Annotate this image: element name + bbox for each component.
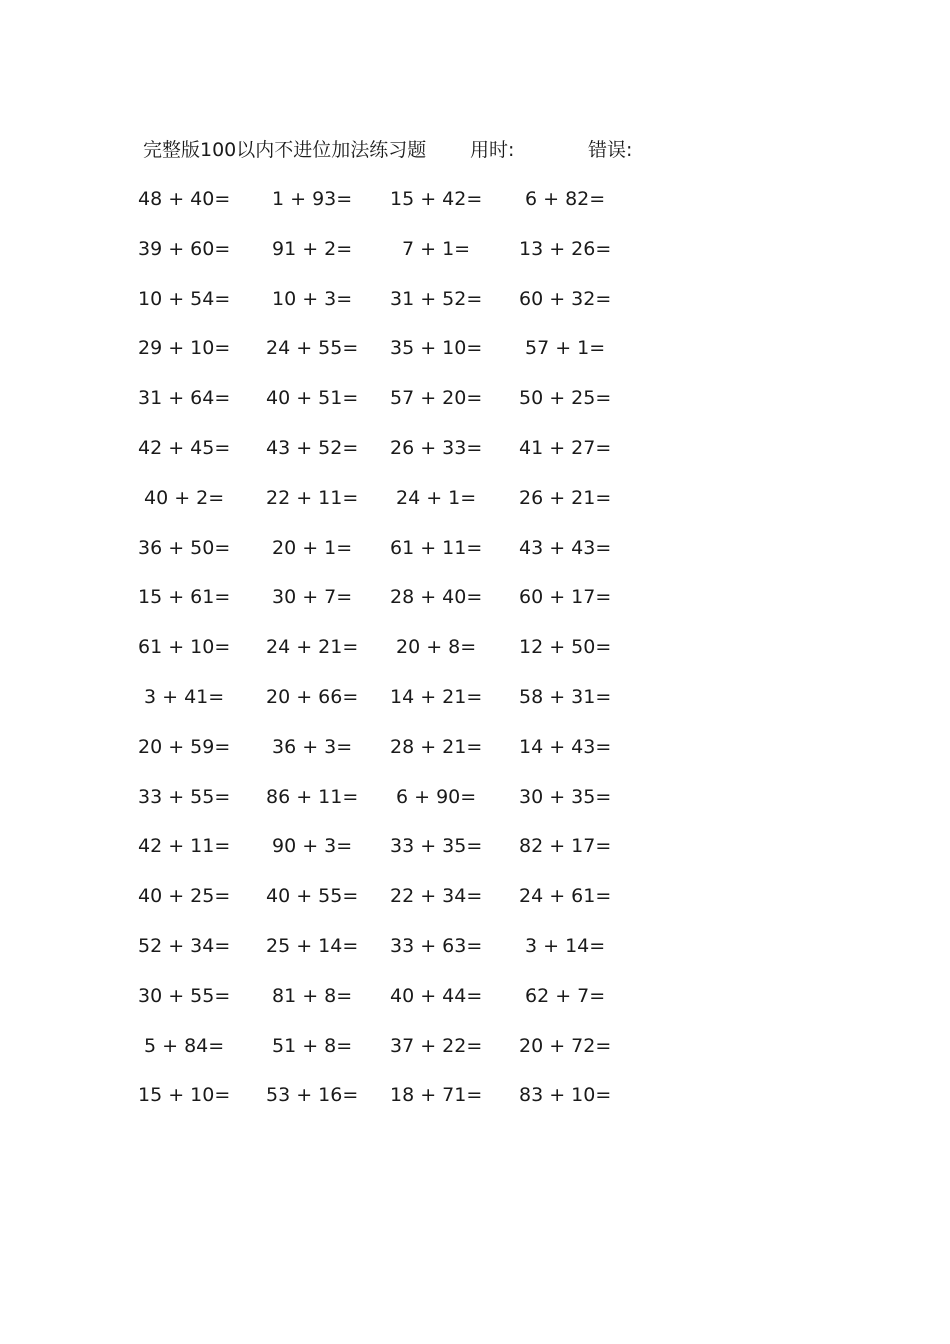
problem-item: 20 + 72=: [519, 1034, 612, 1057]
problem-row: [0, 882, 950, 932]
worksheet-title: 完整版100以内不进位加法练习题: [143, 139, 427, 161]
problem-row: [0, 235, 950, 285]
problem-item: 33 + 35=: [390, 835, 483, 858]
problem-item: 40 + 25=: [138, 885, 231, 908]
problem-item: 40 + 2=: [144, 486, 225, 509]
problem-item: 26 + 21=: [519, 486, 612, 509]
problem-item: 14 + 43=: [519, 735, 612, 758]
problem-row: [0, 583, 950, 633]
problem-item: 24 + 1=: [396, 486, 477, 509]
problem-item: 81 + 8=: [272, 984, 353, 1007]
problem-item: 57 + 20=: [390, 387, 483, 410]
problem-row: [0, 683, 950, 733]
problem-item: 31 + 64=: [138, 387, 231, 410]
problem-item: 20 + 59=: [138, 735, 231, 758]
problem-row: [0, 1032, 950, 1082]
problem-grid: [0, 185, 950, 1131]
problem-item: 25 + 14=: [266, 934, 359, 957]
problem-row: [0, 185, 950, 235]
problem-item: 31 + 52=: [390, 287, 483, 310]
problem-item: 30 + 55=: [138, 984, 231, 1007]
problem-item: 24 + 21=: [266, 636, 359, 659]
problem-row: [0, 733, 950, 783]
problem-item: 35 + 10=: [390, 337, 483, 360]
problem-item: 14 + 21=: [390, 685, 483, 708]
problem-row: [0, 484, 950, 534]
problem-item: 40 + 55=: [266, 885, 359, 908]
problem-item: 43 + 52=: [266, 436, 359, 459]
problem-item: 13 + 26=: [519, 237, 612, 260]
problem-row: [0, 783, 950, 833]
problem-item: 15 + 42=: [390, 188, 483, 210]
problem-item: 29 + 10=: [138, 337, 231, 360]
problem-item: 30 + 7=: [272, 586, 353, 609]
problem-row: [0, 633, 950, 683]
problem-row: [0, 982, 950, 1032]
problem-item: 15 + 10=: [138, 1084, 231, 1107]
problem-item: 62 + 7=: [525, 984, 606, 1007]
problem-item: 20 + 8=: [396, 636, 477, 659]
problem-item: 7 + 1=: [402, 237, 471, 260]
problem-item: 41 + 27=: [519, 436, 612, 459]
problem-item: 3 + 14=: [525, 934, 606, 957]
problem-item: 58 + 31=: [519, 685, 612, 708]
problem-item: 42 + 11=: [138, 835, 231, 858]
problem-item: 33 + 63=: [390, 934, 483, 957]
problem-item: 15 + 61=: [138, 586, 231, 609]
problem-row: [0, 384, 950, 434]
problem-item: 22 + 11=: [266, 486, 359, 509]
problem-row: [0, 534, 950, 584]
problem-item: 39 + 60=: [138, 237, 231, 260]
problem-item: 61 + 11=: [390, 536, 483, 559]
problem-item: 3 + 41=: [144, 685, 225, 708]
problem-row: [0, 932, 950, 982]
problem-row: [0, 285, 950, 335]
problem-item: 24 + 61=: [519, 885, 612, 908]
problem-item: 24 + 55=: [266, 337, 359, 360]
problem-item: 42 + 45=: [138, 436, 231, 459]
problem-item: 82 + 17=: [519, 835, 612, 858]
problem-item: 6 + 90=: [396, 785, 477, 808]
time-label: 用时:: [470, 139, 515, 161]
problem-item: 48 + 40=: [138, 188, 231, 210]
problem-item: 20 + 1=: [272, 536, 353, 559]
problem-item: 6 + 82=: [525, 188, 606, 210]
problem-item: 10 + 54=: [138, 287, 231, 310]
problem-item: 40 + 51=: [266, 387, 359, 410]
problem-item: 91 + 2=: [272, 237, 353, 260]
problem-item: 90 + 3=: [272, 835, 353, 858]
problem-item: 37 + 22=: [390, 1034, 483, 1057]
problem-item: 51 + 8=: [272, 1034, 353, 1057]
problem-item: 28 + 21=: [390, 735, 483, 758]
problem-row: [0, 1081, 950, 1131]
problem-item: 30 + 35=: [519, 785, 612, 808]
problem-item: 52 + 34=: [138, 934, 231, 957]
problem-item: 50 + 25=: [519, 387, 612, 410]
problem-item: 18 + 71=: [390, 1084, 483, 1107]
problem-row: [0, 832, 950, 882]
error-label: 错误:: [588, 139, 633, 161]
problem-item: 57 + 1=: [525, 337, 606, 360]
problem-item: 28 + 40=: [390, 586, 483, 609]
problem-item: 20 + 66=: [266, 685, 359, 708]
problem-item: 43 + 43=: [519, 536, 612, 559]
problem-item: 22 + 34=: [390, 885, 483, 908]
problem-item: 60 + 32=: [519, 287, 612, 310]
problem-item: 26 + 33=: [390, 436, 483, 459]
problem-item: 83 + 10=: [519, 1084, 612, 1107]
problem-item: 33 + 55=: [138, 785, 231, 808]
problem-item: 36 + 3=: [272, 735, 353, 758]
problem-item: 86 + 11=: [266, 785, 359, 808]
problem-item: 12 + 50=: [519, 636, 612, 659]
problem-item: 60 + 17=: [519, 586, 612, 609]
problem-item: 1 + 93=: [272, 188, 353, 210]
problem-row: [0, 434, 950, 484]
problem-item: 40 + 44=: [390, 984, 483, 1007]
problem-item: 36 + 50=: [138, 536, 231, 559]
problem-item: 10 + 3=: [272, 287, 353, 310]
problem-row: [0, 334, 950, 384]
problem-item: 53 + 16=: [266, 1084, 359, 1107]
problem-item: 5 + 84=: [144, 1034, 225, 1057]
problem-item: 61 + 10=: [138, 636, 231, 659]
